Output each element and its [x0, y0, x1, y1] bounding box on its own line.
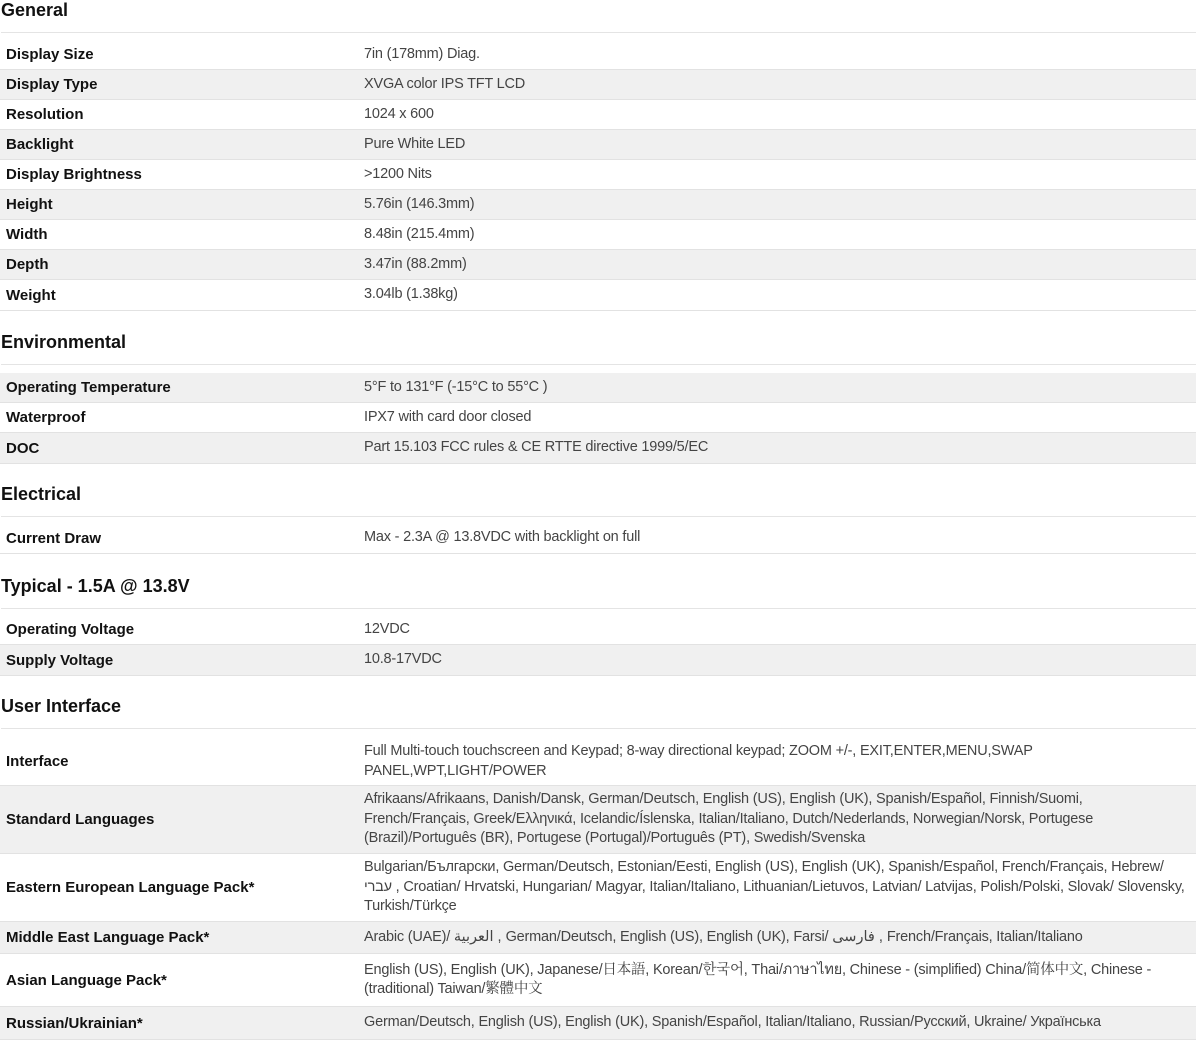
spec-label: Display Brightness — [6, 166, 142, 183]
spec-row-interface — [0, 738, 1196, 786]
spec-row-width — [0, 220, 1196, 250]
spec-value: 3.47in (88.2mm) — [364, 255, 467, 272]
spec-label: Backlight — [6, 136, 74, 153]
spec-row-asian-language-pack — [0, 954, 1196, 1007]
spec-row-operating-temperature — [0, 373, 1196, 403]
spec-label: Operating Voltage — [6, 621, 135, 638]
spec-label: DOC — [6, 439, 40, 457]
spec-value: 5.76in (146.3mm) — [364, 195, 475, 212]
spec-row-middle-east-language-pack — [0, 922, 1196, 954]
spec-label: Eastern European Language Pack* — [6, 879, 255, 896]
spec-value: Max - 2.3A @ 13.8VDC with backlight on full — [364, 529, 641, 546]
spec-label: Asian Language Pack* — [6, 971, 167, 989]
spec-label: Interface — [6, 753, 69, 770]
spec-row-display-type — [0, 70, 1196, 100]
spec-row-weight — [0, 280, 1196, 311]
spec-label: Supply Voltage — [6, 651, 114, 669]
spec-row-supply-voltage — [0, 645, 1196, 676]
spec-value: IPX7 with card door closed — [364, 408, 532, 425]
spec-label: Display Type — [6, 76, 98, 93]
spec-value: 1024 x 600 — [364, 105, 434, 122]
spec-row-russian-ukrainian — [0, 1007, 1196, 1040]
spec-row-waterproof — [0, 403, 1196, 433]
spec-row-height — [0, 190, 1196, 220]
spec-label: Height — [6, 196, 53, 213]
spec-row-display-size — [0, 40, 1196, 70]
spec-label: Russian/Ukrainian* — [6, 1014, 143, 1032]
spec-row-resolution — [0, 100, 1196, 130]
spec-value: Part 15.103 FCC rules & CE RTTE directive 1999/5/EC — [364, 439, 709, 456]
spec-value: Full Multi-touch touchscreen and Keypad; 8-way directional keypad; ZOOM +/-, EXIT,ENTER,MENU,SWAP PANEL,WPT,LIGHT/POWER — [364, 743, 1033, 779]
spec-label: Waterproof — [6, 409, 86, 426]
spec-label: Weight — [6, 286, 56, 304]
spec-value: 10.8-17VDC — [364, 651, 442, 668]
spec-label: Depth — [6, 256, 49, 273]
spec-value: English (US), English (UK), Japanese/日本語, Korean/한국어, Thai/ภาษาไทย, Chinese - (simplified) China/简体中文, Chinese - (traditional) Taiwan/繁體中文 — [364, 961, 1152, 997]
section-heading-typical: Typical - 1.5A @ 13.8V — [1, 576, 1196, 609]
section-heading-user-interface: User Interface — [1, 696, 1196, 729]
spec-value: Pure White LED — [364, 135, 466, 152]
spec-value: 12VDC — [364, 620, 410, 637]
section-heading-environmental: Environmental — [1, 332, 1196, 365]
spec-label: Middle East Language Pack* — [6, 929, 210, 946]
spec-row-eastern-european-language-pack — [0, 854, 1196, 922]
spec-row-depth — [0, 250, 1196, 280]
section-heading-general: General — [1, 0, 1196, 33]
spec-value: Bulgarian/Български, German/Deutsch, Estonian/Eesti, English (US), English (UK), Spanish/Español, French/Français, Hebrew/ עברי , Croatian/ Hrvatski, Hungarian/ Magyar, Italian/Italiano, Lithuanian/Lietuvos, Latvian/ Latvijas, Polish/Polski, Slovak/ Slovensky, Turkish/Türkçe — [364, 859, 1185, 915]
spec-row-backlight — [0, 130, 1196, 160]
spec-value: 3.04lb (1.38kg) — [364, 286, 458, 303]
spec-row-current-draw — [0, 523, 1196, 554]
spec-row-standard-languages — [0, 786, 1196, 854]
spec-label: Display Size — [6, 46, 94, 63]
spec-value: Afrikaans/Afrikaans, Danish/Dansk, German/Deutsch, English (US), English (UK), Spanish/Español, Finnish/Suomi, French/Français, Greek/Ελληνικά, Icelandic/Íslenska, Italian/Italiano, Dutch/Nederlands, Norwegian/Norsk, Portugese (Brazil)/Português (BR), Portugese (Portugal)/Português (PT), Swedish/Svenska — [364, 791, 1094, 847]
spec-value: 5°F to 131°F (-15°C to 55°C ) — [364, 378, 548, 395]
spec-row-doc — [0, 433, 1196, 464]
spec-label: Current Draw — [6, 529, 102, 547]
spec-label: Width — [6, 226, 48, 243]
spec-label: Operating Temperature — [6, 379, 171, 396]
spec-label: Standard Languages — [6, 811, 155, 828]
spec-label: Resolution — [6, 106, 84, 123]
spec-value: 7in (178mm) Diag. — [364, 45, 480, 62]
spec-row-display-brightness — [0, 160, 1196, 190]
section-heading-electrical: Electrical — [1, 484, 1196, 517]
spec-value: >1200 Nits — [364, 165, 432, 182]
spec-row-operating-voltage — [0, 615, 1196, 645]
spec-value: 8.48in (215.4mm) — [364, 225, 475, 242]
spec-value: XVGA color IPS TFT LCD — [364, 75, 526, 92]
spec-value: Arabic (UAE)/ العربية , German/Deutsch, English (US), English (UK), Farsi/ فارسی , French/Français, Italian/Italiano — [364, 928, 1083, 945]
spec-value: German/Deutsch, English (US), English (UK), Spanish/Español, Italian/Italiano, Russian/Русский, Ukraine/ Українська — [364, 1014, 1101, 1031]
